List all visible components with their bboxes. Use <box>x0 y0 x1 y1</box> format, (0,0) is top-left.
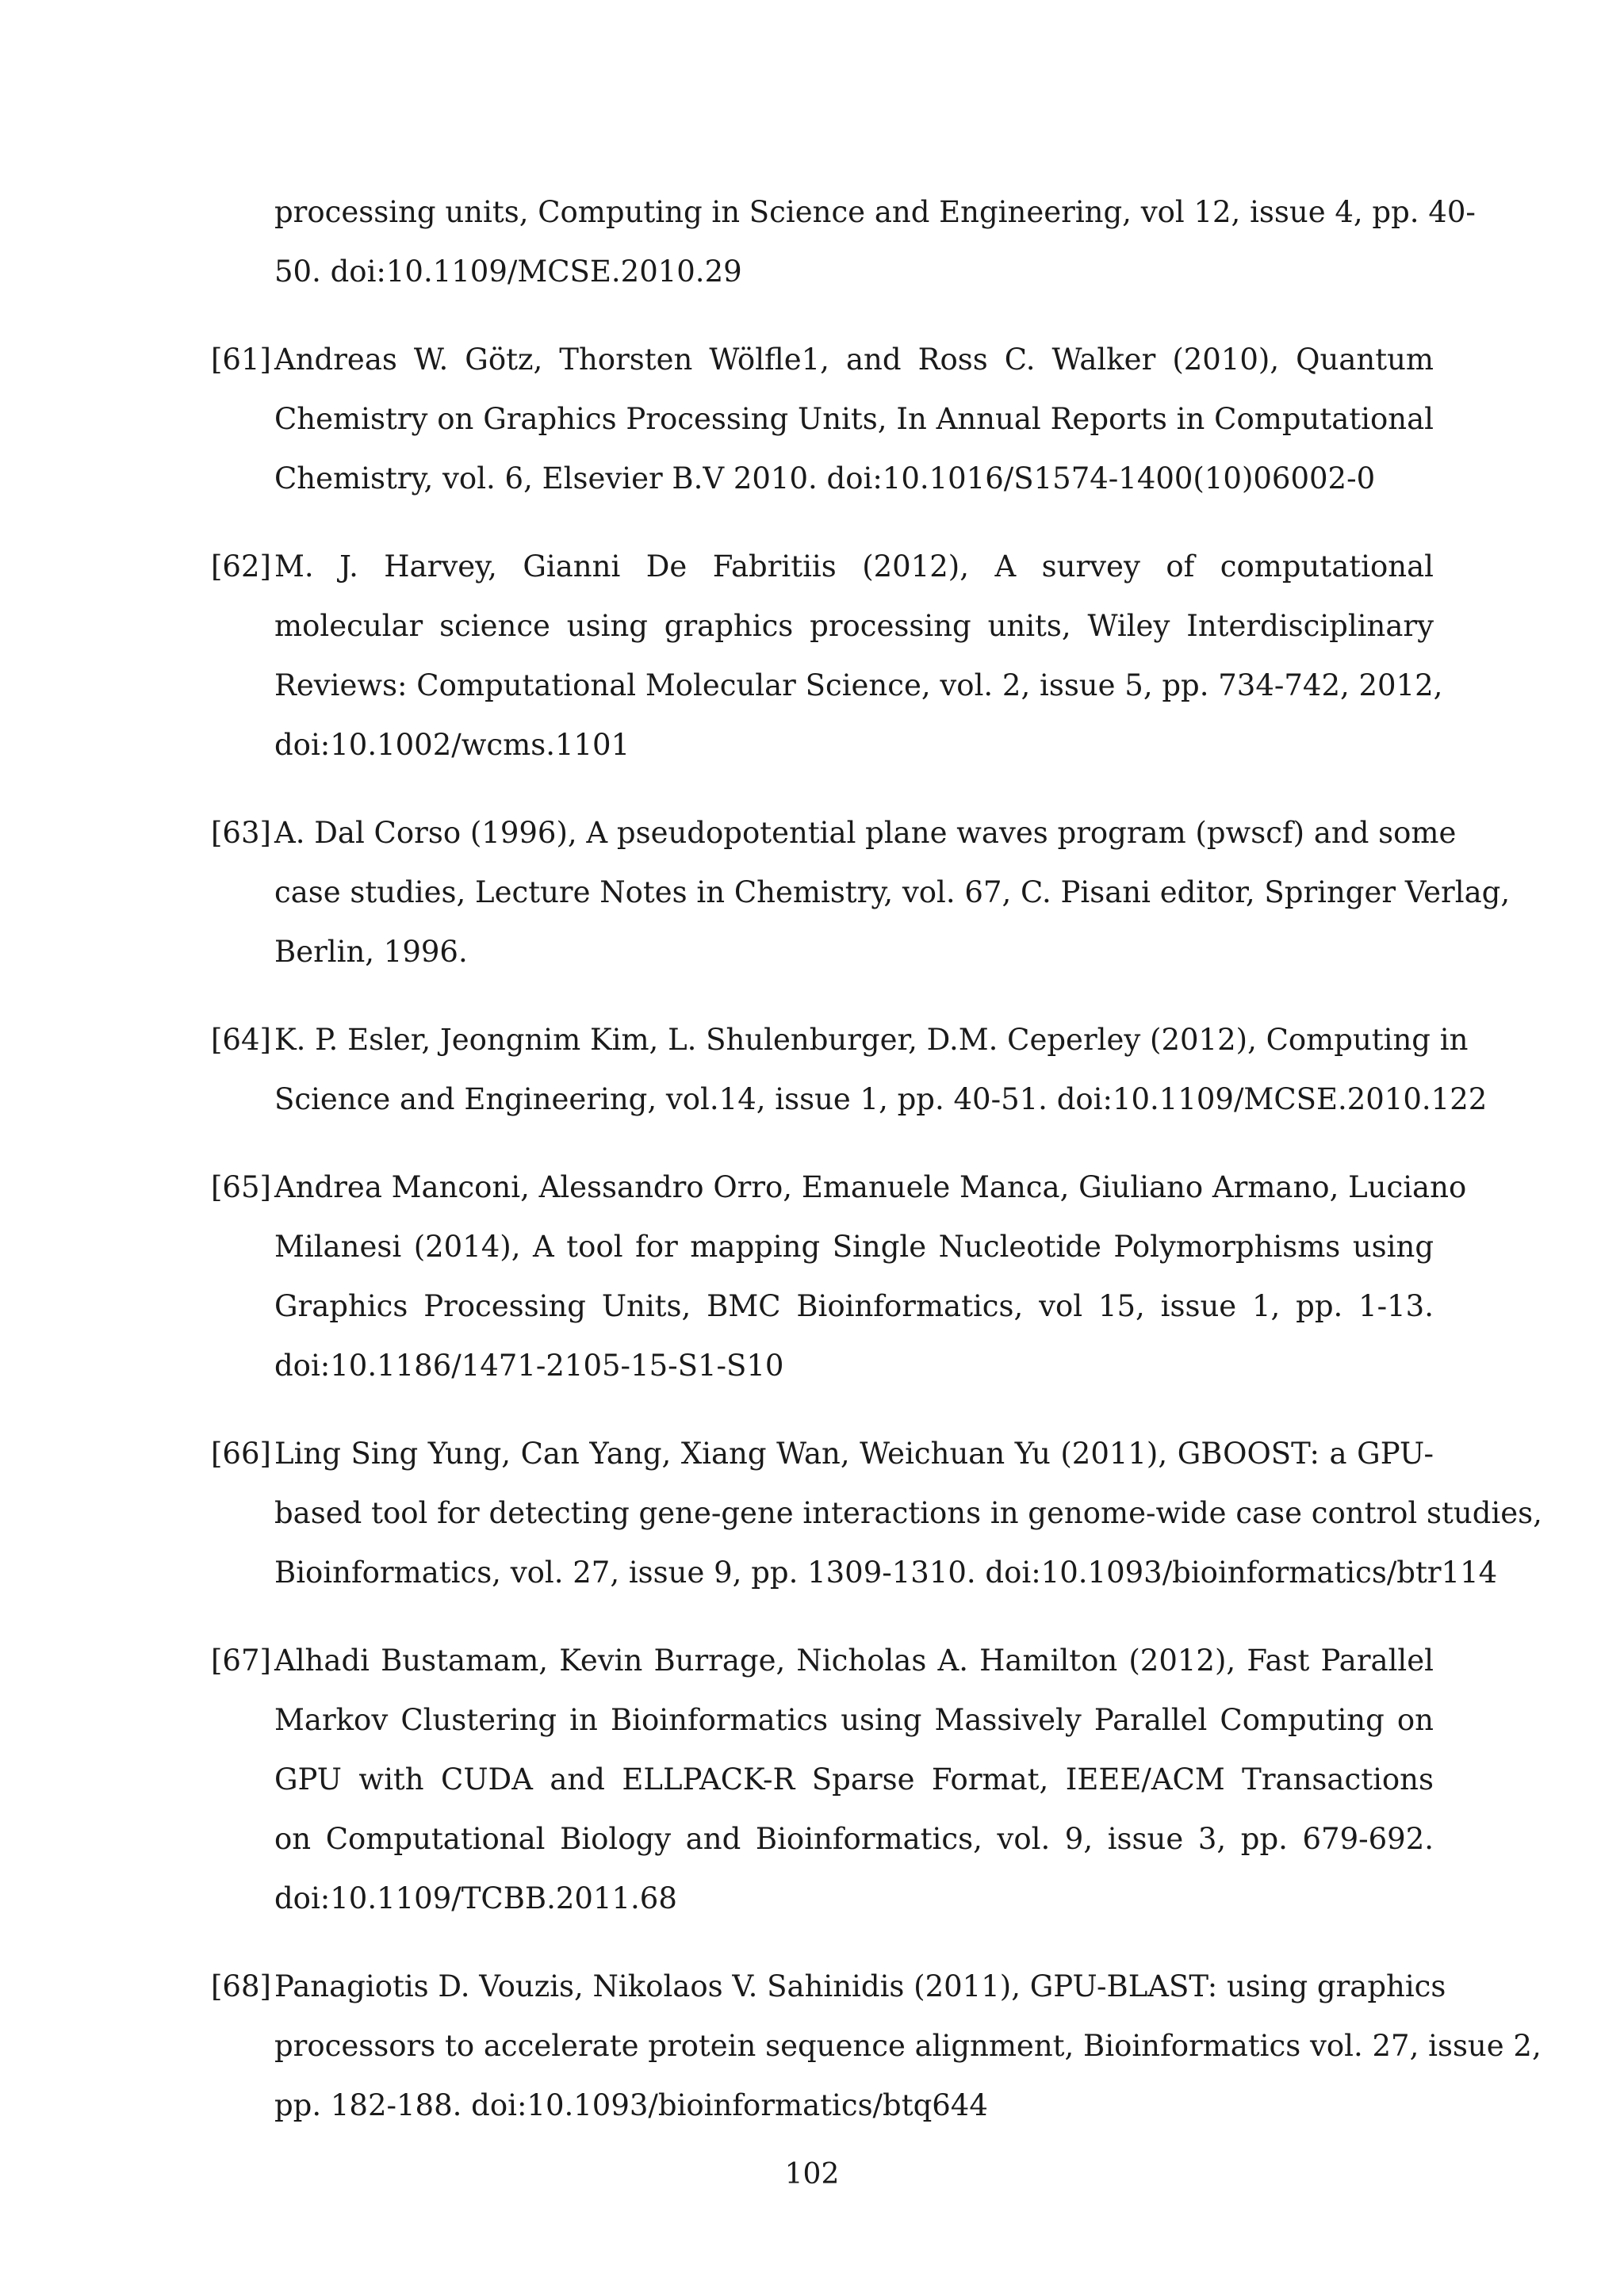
reference-line: doi:10.1186/1471-2105-15-S1-S10 <box>274 1349 784 1383</box>
reference-number: [67] <box>211 1644 271 1678</box>
reference-entry <box>211 1158 1467 1395</box>
reference-line: GPU with CUDA and ELLPACK-R Sparse Format, IEEE/ACM Transactions <box>274 1762 1434 1797</box>
reference-line: Chemistry on Graphics Processing Units, In Annual Reports in Computational <box>274 402 1434 436</box>
reference-number: [63] <box>211 816 271 850</box>
reference-line: processors to accelerate protein sequence alignment, Bioinformatics vol. 27, issue 2, <box>274 2029 1542 2063</box>
reference-entry <box>211 1424 1542 1602</box>
reference-number: [68] <box>211 1969 271 2003</box>
reference-entry <box>211 1631 1434 1928</box>
reference-number: [61] <box>211 342 271 377</box>
reference-line: Alhadi Bustamam, Kevin Burrage, Nicholas A. Hamilton (2012), Fast Parallel <box>274 1644 1434 1678</box>
reference-line: Markov Clustering in Bioinformatics using Massively Parallel Computing on <box>274 1703 1434 1737</box>
reference-line: Bioinformatics, vol. 27, issue 9, pp. 1309-1310. doi:10.1093/bioinformatics/btr114 <box>274 1556 1498 1590</box>
reference-line: pp. 182-188. doi:10.1093/bioinformatics/btq644 <box>274 2088 988 2122</box>
reference-line: Reviews: Computational Molecular Science, vol. 2, issue 5, pp. 734-742, 2012, <box>274 668 1443 702</box>
reference-number: [65] <box>211 1170 271 1204</box>
reference-line: Ling Sing Yung, Can Yang, Xiang Wan, Weichuan Yu (2011), GBOOST: a GPU- <box>274 1437 1434 1471</box>
reference-number: [62] <box>211 549 271 584</box>
reference-line: Milanesi (2014), A tool for mapping Single Nucleotide Polymorphisms using <box>274 1230 1434 1264</box>
reference-line: Berlin, 1996. <box>274 935 468 969</box>
reference-line: 50. doi:10.1109/MCSE.2010.29 <box>274 254 742 289</box>
reference-line: molecular science using graphics processing units, Wiley Interdisciplinary <box>274 609 1434 643</box>
reference-line: Panagiotis D. Vouzis, Nikolaos V. Sahinidis (2011), GPU-BLAST: using graphics <box>274 1969 1446 2003</box>
reference-line: based tool for detecting gene-gene interactions in genome-wide case control studies, <box>274 1496 1542 1530</box>
reference-entry <box>211 1957 1542 2135</box>
reference-entry <box>211 1010 1488 1129</box>
reference-entry <box>211 537 1443 775</box>
reference-number: [64] <box>211 1023 271 1057</box>
reference-entry <box>211 803 1511 982</box>
reference-line: Andreas W. Götz, Thorsten Wölfle1, and Ross C. Walker (2010), Quantum <box>274 342 1434 377</box>
reference-entry <box>211 330 1434 508</box>
reference-line: case studies, Lecture Notes in Chemistry, vol. 67, C. Pisani editor, Springer Verlag, <box>274 875 1511 909</box>
references-section <box>211 182 1542 2164</box>
reference-line: Science and Engineering, vol.14, issue 1, pp. 40-51. doi:10.1109/MCSE.2010.122 <box>274 1082 1488 1116</box>
reference-number: [66] <box>211 1437 271 1471</box>
reference-line: on Computational Biology and Bioinformatics, vol. 9, issue 3, pp. 679-692. <box>274 1822 1434 1856</box>
reference-line: Graphics Processing Units, BMC Bioinformatics, vol 15, issue 1, pp. 1-13. <box>274 1289 1434 1323</box>
reference-line: processing units, Computing in Science and Engineering, vol 12, issue 4, pp. 40- <box>274 195 1476 229</box>
page-number: 102 <box>784 2158 840 2191</box>
reference-line: Andrea Manconi, Alessandro Orro, Emanuele Manca, Giuliano Armano, Luciano <box>274 1170 1467 1204</box>
reference-continuation <box>211 182 1476 301</box>
reference-line: doi:10.1002/wcms.1101 <box>274 728 630 762</box>
reference-line: M. J. Harvey, Gianni De Fabritiis (2012), A survey of computational <box>274 549 1434 584</box>
reference-line: K. P. Esler, Jeongnim Kim, L. Shulenburger, D.M. Ceperley (2012), Computing in <box>274 1023 1469 1057</box>
reference-line: Chemistry, vol. 6, Elsevier B.V 2010. doi:10.1016/S1574-1400(10)06002-0 <box>274 461 1376 496</box>
reference-line: doi:10.1109/TCBB.2011.68 <box>274 1881 677 1915</box>
reference-line: A. Dal Corso (1996), A pseudopotential plane waves program (pwscf) and some <box>274 816 1457 850</box>
